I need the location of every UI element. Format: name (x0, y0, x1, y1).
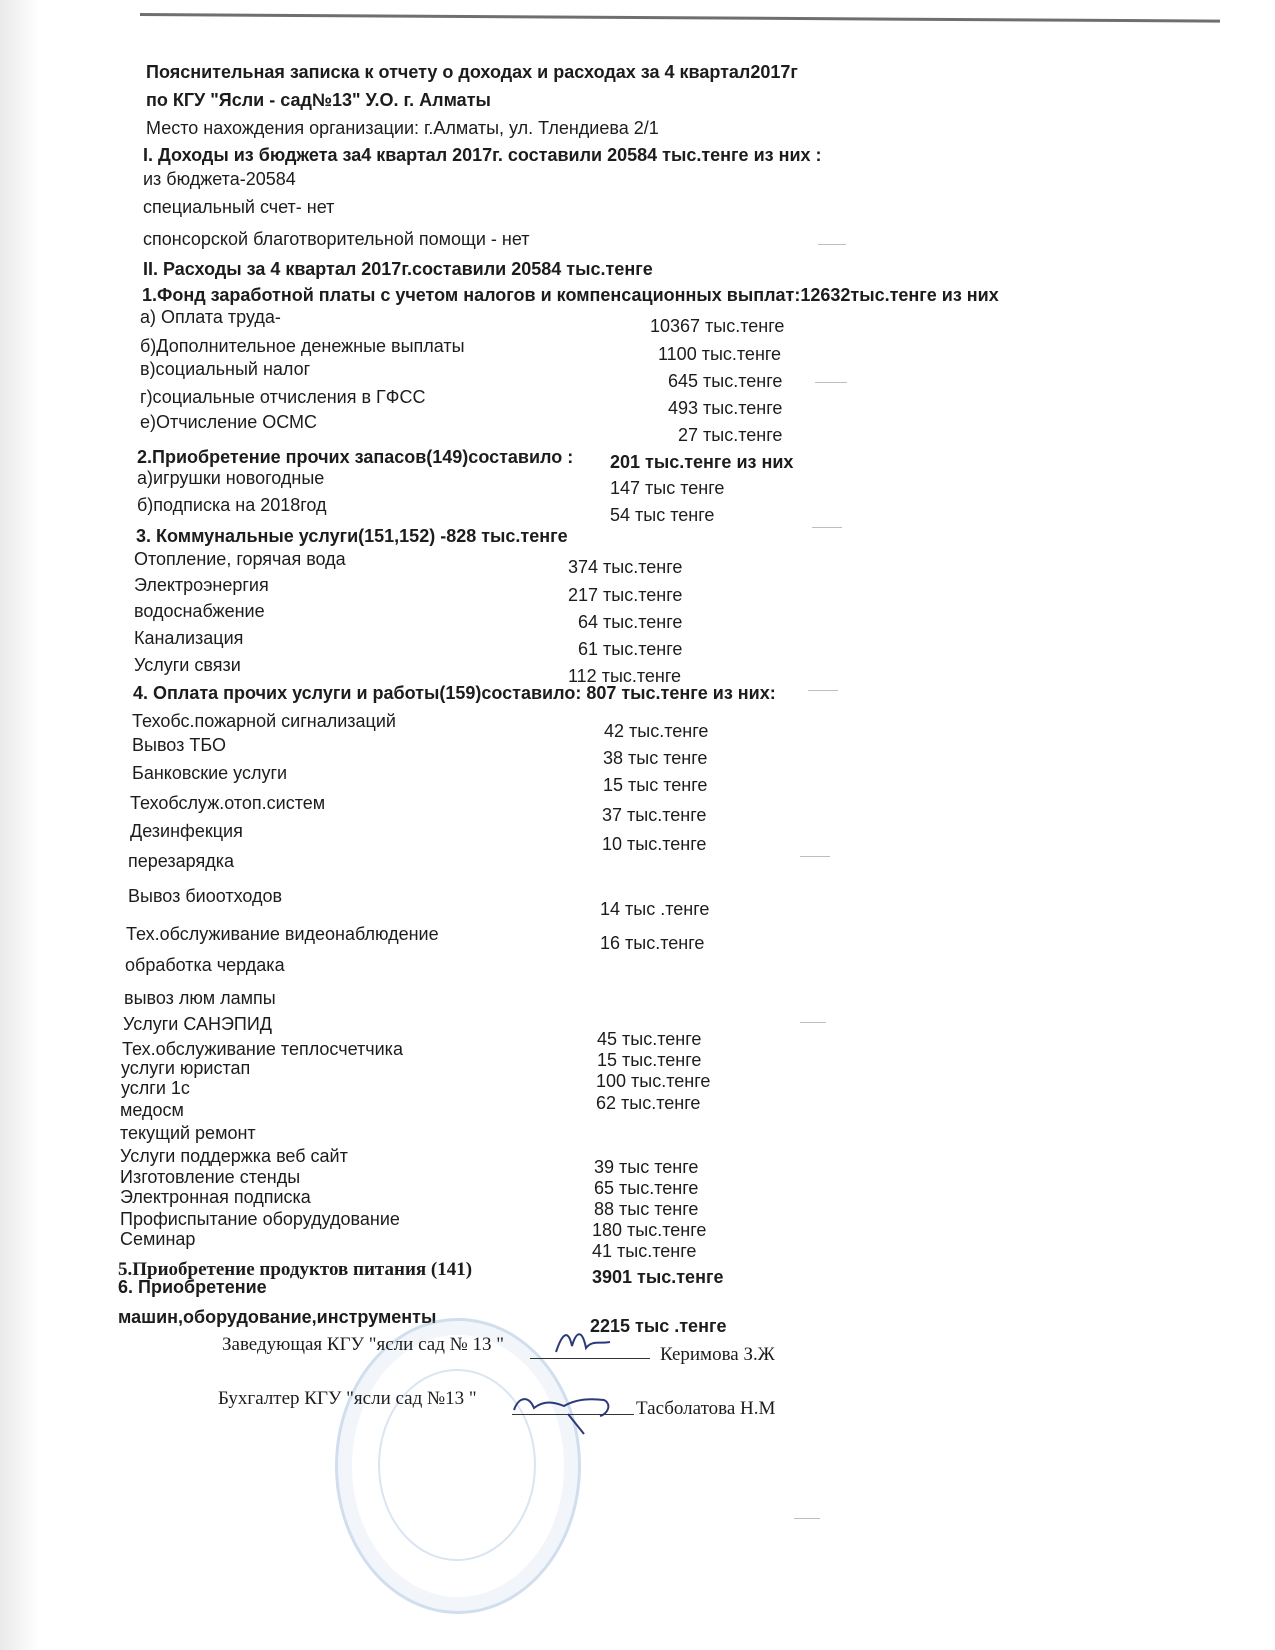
accountant-signature-name: Тасболатова Н.М (636, 1398, 776, 1419)
section4-value: 45 тыс.тенге (597, 1029, 702, 1049)
section1-item-label: а) Оплата труда- (140, 307, 281, 327)
section4-item-label: Техобс.пожарной сигнализаций (132, 711, 396, 731)
section2-item-label: б)подписка на 2018год (137, 495, 327, 515)
section4-item-label: Услуги САНЭПИД (123, 1014, 272, 1034)
section4-item-value: 10 тыс.тенге (602, 834, 707, 854)
section2-heading: 2.Приобретение прочих запасов(149)составило : (137, 447, 574, 467)
scan-speck (818, 244, 846, 245)
income-heading: I. Доходы из бюджета за4 квартал 2017г. составили 20584 тыс.тенге из них : (143, 145, 822, 165)
section6-heading-line1: 6. Приобретение (118, 1277, 267, 1297)
section4-value: 62 тыс.тенге (596, 1093, 701, 1113)
accountant-signature-role: Бухгалтер КГУ "ясли сад №13 " (218, 1388, 477, 1409)
section1-item-value: 10367 тыс.тенге (650, 316, 785, 336)
section4-value: 65 тыс.тенге (594, 1178, 699, 1198)
section4-item-label: перезарядка (128, 851, 234, 871)
scan-speck (815, 382, 847, 383)
section4-item-value: 38 тыс тенге (603, 748, 708, 768)
section4-item-value: 37 тыс.тенге (602, 805, 707, 825)
section3-item-value: 64 тыс.тенге (578, 612, 683, 632)
section1-item-label: г)социальные отчисления в ГФСС (140, 387, 426, 407)
section4-item-label: Вывоз ТБО (132, 735, 226, 755)
section4-value: 41 тыс.тенге (592, 1241, 697, 1261)
section3-item-label: Электроэнергия (134, 575, 269, 595)
section2-item-value: 54 тыс тенге (610, 505, 715, 525)
section1-item-value: 27 тыс.тенге (678, 425, 783, 445)
section4-item-label: медосм (120, 1100, 184, 1120)
section5-heading: 5.Приобретение продуктов питания (141) (118, 1259, 473, 1280)
section4-item-value: 15 тыс тенге (603, 775, 708, 795)
section4-item-label: вывоз люм лампы (124, 988, 276, 1008)
section3-item-label: водоснабжение (134, 601, 265, 621)
section4-item-value: 42 тыс.тенге (604, 721, 709, 741)
section4-item-label: Банковские услуги (132, 763, 288, 783)
section4-item-label: Дезинфекция (130, 821, 243, 841)
section1-item-value: 645 тыс.тенге (668, 371, 783, 391)
organization-location: Место нахождения организации: г.Алматы, ул. Тлендиева 2/1 (146, 118, 659, 138)
section4-value: 15 тыс.тенге (597, 1050, 702, 1070)
section3-item-label: Отопление, горячая вода (134, 549, 346, 569)
section4-item-label: Техобслуж.отоп.систем (130, 793, 326, 813)
section4-item-label: Электронная подписка (120, 1187, 311, 1207)
section1-item-label: в)социальный налог (140, 359, 311, 379)
section4-item-label: услги 1с (121, 1078, 190, 1098)
income-line: спонсорской благотворительной помощи - нет (143, 229, 530, 249)
section4-item-label: Вывоз биоотходов (128, 886, 283, 906)
head-signature-name: Керимова З.Ж (660, 1344, 775, 1365)
section6-value: 2215 тыс .тенге (590, 1316, 727, 1336)
section5-value: 3901 тыс.тенге (592, 1267, 724, 1287)
expenses-heading: II. Расходы за 4 квартал 2017г.составили 20584 тыс.тенге (143, 259, 653, 279)
section3-item-label: Канализация (134, 628, 244, 648)
section4-value: 100 тыс.тенге (596, 1071, 711, 1091)
accountant-signature-mark (508, 1380, 628, 1440)
section4-value: 88 тыс тенге (594, 1199, 699, 1219)
section1-item-value: 1100 тыс.тенге (658, 344, 782, 364)
section1-heading: 1.Фонд заработной платы с учетом налогов и компенсационных выплат:12632тыс.тенге из них (142, 285, 999, 305)
section4-item-value: 16 тыс.тенге (600, 933, 705, 953)
section3-item-value: 61 тыс.тенге (578, 639, 683, 659)
head-signature-role: Заведующая КГУ "ясли сад № 13 " (222, 1334, 504, 1355)
section1-item-label: б)Дополнительное денежные выплаты (140, 336, 465, 356)
section4-item-label: Тех.обслуживание теплосчетчика (122, 1039, 403, 1059)
section2-item-value: 147 тыс тенге (610, 478, 725, 498)
section3-heading: 3. Коммунальные услуги(151,152) -828 тыс.тенге (136, 526, 568, 546)
income-line: из бюджета-20584 (143, 169, 296, 189)
scan-speck (808, 690, 838, 691)
section4-item-label: Тех.обслуживание видеонаблюдение (126, 924, 439, 944)
scan-speck (800, 1022, 826, 1023)
section4-value: 180 тыс.тенге (592, 1220, 707, 1240)
section3-item-value: 112 тыс.тенге (568, 666, 682, 686)
section4-heading: 4. Оплата прочих услуги и работы(159)составило: 807 тыс.тенге из них: (133, 683, 776, 703)
scan-speck (800, 856, 830, 857)
section4-item-label: Изготовление стенды (120, 1167, 301, 1187)
income-line: специальный счет- нет (143, 197, 335, 217)
section4-item-label: Профиспытание оборудудование (120, 1209, 400, 1229)
section4-item-label: услуги юристап (121, 1058, 251, 1078)
section4-value: 39 тыс тенге (594, 1157, 699, 1177)
section4-item-label: Семинар (120, 1229, 196, 1249)
section4-item-label: текущий ремонт (120, 1123, 256, 1143)
head-signature-mark (548, 1322, 618, 1362)
section3-item-value: 374 тыс.тенге (568, 557, 683, 577)
section3-item-label: Услуги связи (134, 655, 241, 675)
section1-item-label: е)Отчисление ОСМС (140, 412, 317, 432)
section2-item-label: а)игрушки новогодные (137, 468, 325, 488)
section2-total: 201 тыс.тенге из них (610, 452, 794, 472)
scan-speck (794, 1518, 820, 1519)
section4-item-label: Услуги поддержка веб сайт (120, 1146, 348, 1166)
section1-item-value: 493 тыс.тенге (668, 398, 783, 418)
section6-heading-line2: машин,оборудование,инструменты (118, 1307, 437, 1327)
organization-stamp (335, 1318, 581, 1614)
section4-item-value: 14 тыс .тенге (600, 899, 710, 919)
document-title-line1: Пояснительная записка к отчету о доходах и расходах за 4 квартал2017г (146, 62, 798, 82)
scan-speck (812, 527, 842, 528)
section4-item-label: обработка чердака (125, 955, 285, 975)
section3-item-value: 217 тыс.тенге (568, 585, 683, 605)
document-title-line2: по КГУ "Ясли - сад№13" У.О. г. Алматы (146, 90, 491, 110)
